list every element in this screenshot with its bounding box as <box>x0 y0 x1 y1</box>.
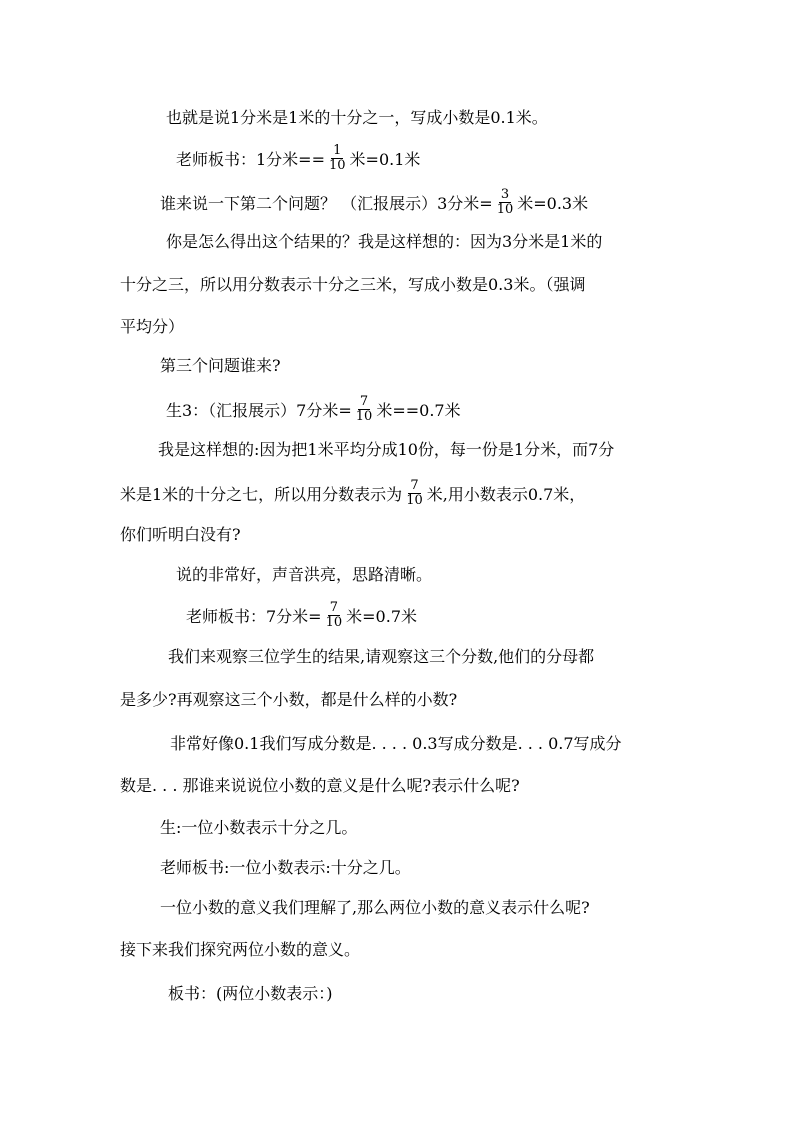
text-line: 十分之三，所以用分数表示十分之三米，写成小数是0.3米。（强调 <box>120 275 586 294</box>
text-line: 数是. . . 那谁来说说位小数的意义是什么呢?表示什么呢? <box>120 776 520 795</box>
text-line: 是多少?再观察这三个小数，都是什么样的小数? <box>120 690 458 709</box>
text-line: 也就是说1分米是1米的十分之一，写成小数是0.1米。 <box>166 108 548 127</box>
text-line: 老师板书：7分米= $\frac{7}{10}$ 米=0.7米 <box>186 600 417 630</box>
text-line: 你们听明白没有? <box>120 525 241 544</box>
text-line: 一位小数的意义我们理解了,那么两位小数的意义表示什么呢? <box>160 898 590 917</box>
text-line: 板书：(两位小数表示：) <box>168 984 333 1003</box>
text-line: 米是1米的十分之七，所以用分数表示为 $\frac{7}{10}$ 米,用小数表示0.7米， <box>120 478 586 508</box>
text-line: 老师板书:一位小数表示:十分之几。 <box>160 858 411 877</box>
fraction: $\frac{7}{10}$ <box>355 394 373 424</box>
fraction: $\frac{7}{10}$ <box>406 478 423 508</box>
text-line: 你是怎么得出这个结果的？我是这样想的：因为3分米是1米的 <box>166 232 603 251</box>
text-line: 生:一位小数表示十分之几。 <box>160 818 358 837</box>
text-line: 说的非常好，声音洪亮，思路清晰。 <box>176 565 433 584</box>
text-line: 第三个问题谁来? <box>160 356 281 375</box>
fraction: $\frac{3}{10}$ <box>496 187 514 217</box>
text-line: 接下来我们探究两位小数的意义。 <box>120 940 361 959</box>
text-line: 生3：（汇报展示）7分米= $\frac{7}{10}$ 米==0.7米 <box>166 394 461 424</box>
text-line: 我们来观察三位学生的结果,请观察这三个分数,他们的分母都 <box>168 647 595 666</box>
text-line: 非常好像0.1我们写成分数是. . . . 0.3写成分数是. . . 0.7写成分 <box>170 734 622 753</box>
fraction: $\frac{1}{10}$ <box>329 143 346 173</box>
fraction: $\frac{7}{10}$ <box>325 600 343 630</box>
text-line: 平均分） <box>120 317 185 336</box>
text-line: 我是这样想的:因为把1米平均分成10份，每一份是1分米，而7分 <box>158 440 615 459</box>
text-line: 老师板书：1分米== $\frac{1}{10}$ 米=0.1米 <box>176 143 421 173</box>
text-line: 谁来说一下第二个问题？ （汇报展示）3分米= $\frac{3}{10}$ 米=0.3米 <box>160 187 589 217</box>
